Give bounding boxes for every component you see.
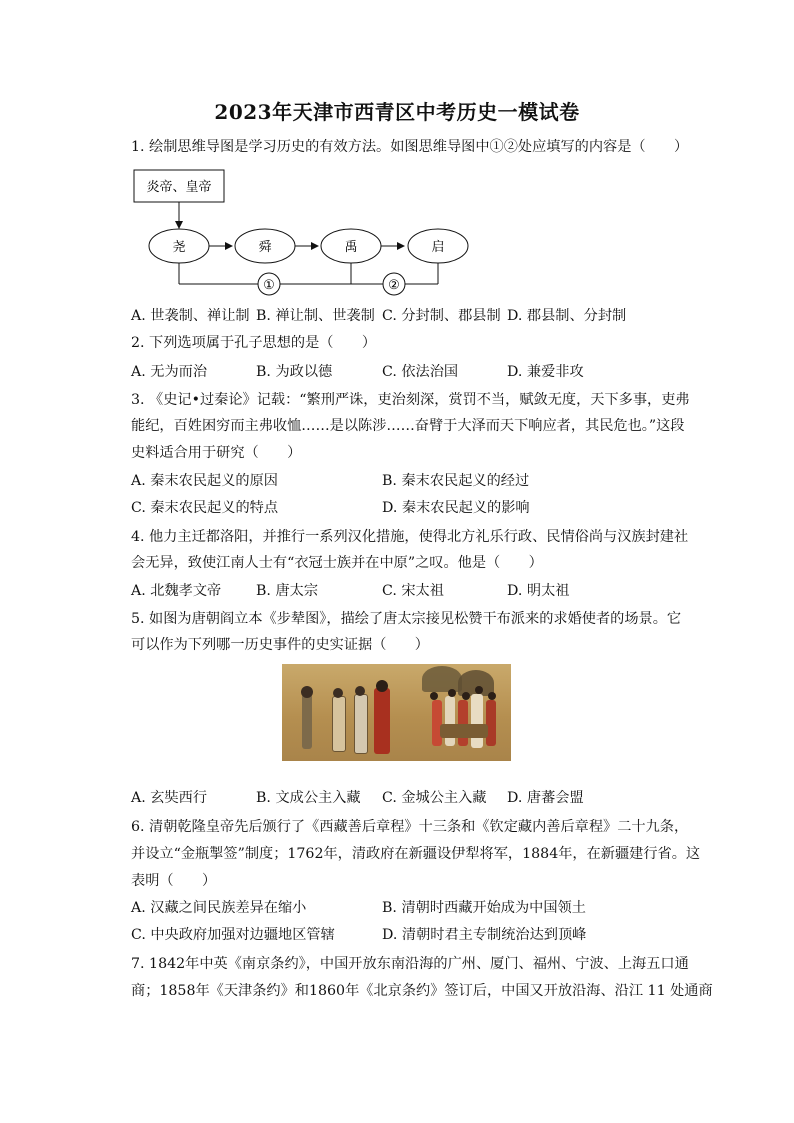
marker-2-label: ②: [388, 278, 400, 293]
mind-map-diagram: [120, 160, 480, 300]
q4-option-a[interactable]: A. 北魏孝文帝: [131, 583, 222, 599]
q6-option-c[interactable]: C. 中央政府加强对边疆地区管辖: [131, 927, 335, 943]
question-7-line-1: 7. 1842年中英《南京条约》，中国开放东南沿海的广州、厦门、福州、宁波、上海五口通: [131, 956, 689, 972]
q3-option-c[interactable]: C. 秦末农民起义的特点: [131, 500, 279, 516]
question-3-line-2: 能纪，百姓困穷而主弗收恤……是以陈涉……奋臂于大泽而天下响应者，其民危也。”这段: [131, 418, 685, 434]
question-7-line-2: 商；1858年《天津条约》和1860年《北京条约》签订后，中国又开放沿海、沿江 11 处通商: [131, 983, 713, 999]
node-shun-label: 舜: [258, 240, 272, 255]
node-qi-label: 启: [431, 240, 445, 255]
question-4-line-1: 4. 他力主迁都洛阳，并推行一系列汉化措施，使得北方礼乐行政、民情俗尚与汉族封建社: [131, 529, 689, 545]
q1-option-c[interactable]: C. 分封制、郡县制: [382, 308, 501, 324]
q5-option-b[interactable]: B. 文成公主入藏: [256, 790, 361, 806]
question-3-line-3: 史料适合用于研究（ ）: [131, 445, 302, 461]
question-4-line-2: 会无异，致使江南人士有“衣冠士族并在中原”之叹。他是（ ）: [131, 555, 543, 571]
node-yu-label: 禹: [344, 240, 358, 255]
q2-option-a[interactable]: A. 无为而治: [131, 364, 208, 380]
question-6-line-2: 并设立“金瓶掣签”制度；1762年，清政府在新疆设伊犁将军，1884年，在新疆建行省。这: [131, 846, 701, 862]
q4-option-c[interactable]: C. 宋太祖: [382, 583, 444, 599]
q5-option-a[interactable]: A. 玄奘西行: [131, 790, 208, 806]
q5-option-d[interactable]: D. 唐蕃会盟: [507, 790, 584, 806]
q1-option-a[interactable]: A. 世袭制、禅让制: [131, 308, 250, 324]
q2-option-c[interactable]: C. 依法治国: [382, 364, 459, 380]
q2-option-b[interactable]: B. 为政以德: [256, 364, 333, 380]
q3-option-a[interactable]: A. 秦末农民起义的原因: [131, 473, 278, 489]
q5-option-c[interactable]: C. 金城公主入藏: [382, 790, 487, 806]
page-title: 2023年天津市西青区中考历史一模试卷: [214, 100, 580, 124]
marker-1-label: ①: [263, 278, 275, 293]
question-6-line-1: 6. 清朝乾隆皇帝先后颁行了《西藏善后章程》十三条和《钦定藏内善后章程》二十九条，: [131, 819, 689, 835]
ancestor-box-label: 炎帝、皇帝: [146, 180, 212, 195]
q3-option-d[interactable]: D. 秦末农民起义的影响: [382, 500, 530, 516]
question-1-stem: 1. 绘制思维导图是学习历史的有效方法。如图思维导图中①②处应填写的内容是（ ）: [131, 139, 689, 155]
q1-option-b[interactable]: B. 禅让制、世袭制: [256, 308, 375, 324]
question-3-line-1: 3. 《史记•过秦论》记载：“繁刑严诛，吏治刻深，赏罚不当，赋敛无度，天下多事，吏弗: [131, 392, 690, 408]
q1-option-d[interactable]: D. 郡县制、分封制: [507, 308, 627, 324]
q6-option-b[interactable]: B. 清朝时西藏开始成为中国领土: [382, 900, 586, 916]
question-5-line-2: 可以作为下列哪一历史事件的史实证据（ ）: [131, 637, 429, 653]
q2-option-d[interactable]: D. 兼爱非攻: [507, 364, 584, 380]
q3-option-b[interactable]: B. 秦末农民起义的经过: [382, 473, 530, 489]
q6-option-d[interactable]: D. 清朝时君主专制统治达到顶峰: [382, 927, 587, 943]
question-6-line-3: 表明（ ）: [131, 873, 217, 889]
q4-option-d[interactable]: D. 明太祖: [507, 583, 570, 599]
question-2-stem: 2. 下列选项属于孔子思想的是（ ）: [131, 335, 377, 351]
node-yao-label: 尧: [172, 240, 186, 255]
q4-option-b[interactable]: B. 唐太宗: [256, 583, 319, 599]
bunian-tu-painting: [282, 664, 511, 761]
q6-option-a[interactable]: A. 汉藏之间民族差异在缩小: [131, 900, 307, 916]
question-5-line-1: 5. 如图为唐朝阎立本《步辇图》，描绘了唐太宗接见松赞干布派来的求婚使者的场景。它: [131, 611, 682, 627]
